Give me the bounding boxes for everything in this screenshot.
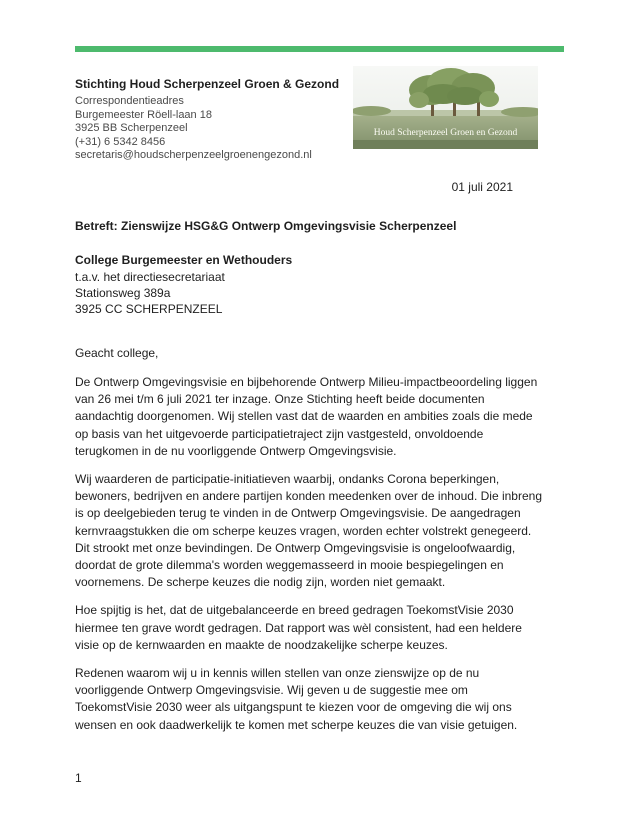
letter-date: 01 juli 2021 [451,180,513,194]
recipient-attention: t.a.v. het directiesecretariaat [75,270,225,284]
recipient-street: Stationsweg 389a [75,286,171,300]
letter-body [75,374,545,745]
page-number: 1 [75,771,82,785]
landscape-trees-image [353,66,538,149]
sender-email: secretaris@houdscherpenzeelgroenengezond.nl [75,149,312,161]
header-accent-bar [75,46,564,52]
recipient-block [75,252,292,317]
organization-logo [353,66,538,149]
sender-address-label: Correspondentieadres [75,95,184,107]
logo-text: Houd Scherpenzeel Groen en Gezond [373,128,518,138]
recipient-postcode-city: 3925 CC SCHERPENZEEL [75,302,223,316]
letter-subject: Betreft: Zienswijze HSG&G Ontwerp Omgevingsvisie Scherpenzeel [75,219,457,233]
sender-phone: (+31) 6 5342 8456 [75,135,166,148]
body-paragraph: Hoe spijtig is het, dat de uitgebalanceerde en breed gedragen ToekomstVisie 2030 hiermee ten grave wordt gedragen. Dat rapport was wèl consistent, had een heldere visie op de kernwaarden en maakte de noodzakelijke scherpe keuzes. [75,603,522,652]
sender-block [75,76,345,163]
sender-name: Stichting Houd Scherpenzeel Groen & Gezond [75,77,340,91]
body-paragraph: Wij waarderen de participatie-initiatieven waarbij, ondanks Corona beperkingen, bewoners, bedrijven en andere partijen konden meedenken over de inhoud. Die inbreng is op deelgebieden terug te vinden in de Ontwerp Omgevingsvisie. De aangedragen kernvraagstukken die om scherpe keuzes vragen, worden echter volstrekt genegeerd. Dit strookt met onze bevindingen. De Ontwerp Omgevingsvisie is ongeloofwaardig, doordat de grote dilemma's worden weggemasseerd in mooie bespiegelingen en voornemens. De scherpe keuzes die nodig zijn, worden niet gemaakt. [75,472,542,590]
recipient-name: College Burgemeester en Wethouders [75,253,293,267]
body-paragraph: De Ontwerp Omgevingsvisie en bijbehorende Ontwerp Milieu-impactbeoordeling liggen van 26 mei t/m 6 juli 2021 ter inzage. Onze Stichting heeft beide documenten aandachtig doorgenomen. Wij stellen vast dat de waarden en ambities zoals die mede op basis van het uitgevoerde participatietraject zijn vastgesteld, onvoldoende terugkomen in de nu voorliggende Ontwerp Omgevingsvisie. [75,375,538,458]
salutation: Geacht college, [75,346,159,360]
body-paragraph: Redenen waarom wij u in kennis willen stellen van onze zienswijze op de nu voorliggende Ontwerp Omgevingsvisie. Wij geven u de suggestie mee om ToekomstVisie 2030 weer als uitgangspunt te kiezen voor de omgeving die wij ons wensen en ook daadwerkelijk te komen met scherpe keuzes die van visie getuigen. [75,666,518,732]
sender-street: Burgemeester Röell-laan 18 [75,108,212,121]
sender-postcode-city: 3925 BB Scherpenzeel [75,122,188,134]
